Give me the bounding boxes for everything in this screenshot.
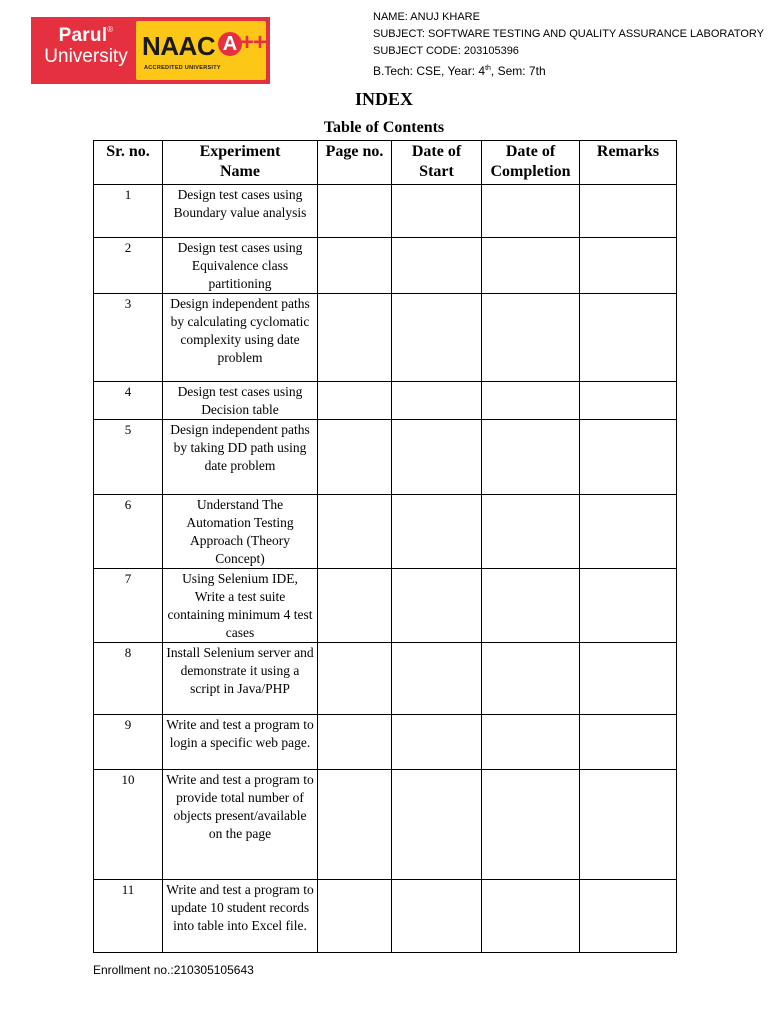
university-logo [31, 17, 270, 84]
remarks-cell [580, 880, 677, 953]
sr-cell: 6 [94, 495, 163, 569]
student-name: NAME: ANUJ KHARE [373, 11, 480, 23]
date-completion-cell [482, 420, 580, 495]
page-no-cell [318, 643, 392, 715]
experiment-name-cell: Write and test a program to provide total number of objects present/available on the page [163, 770, 318, 880]
table-row [94, 420, 677, 495]
sr-cell: 4 [94, 382, 163, 420]
table-row [94, 643, 677, 715]
sr-cell: 8 [94, 643, 163, 715]
subject-code: SUBJECT CODE: 203105396 [373, 45, 519, 57]
table-header-row [94, 141, 677, 185]
sr-cell: 1 [94, 185, 163, 238]
date-start-cell [392, 770, 482, 880]
page-no-cell [318, 495, 392, 569]
page-no-cell [318, 880, 392, 953]
experiment-name-cell: Understand The Automation Testing Approach (Theory Concept) [163, 495, 318, 569]
experiment-name-cell: Design independent paths by calculating cyclomatic complexity using date problem [163, 294, 318, 382]
date-start-cell [392, 715, 482, 770]
page-no-cell [318, 382, 392, 420]
remarks-cell [580, 495, 677, 569]
experiment-name-cell: Write and test a program to login a specific web page. [163, 715, 318, 770]
col-header-sr: Sr. no. [94, 141, 163, 185]
date-completion-cell [482, 238, 580, 294]
experiment-name-cell: Design test cases using Equivalence class partitioning [163, 238, 318, 294]
page-no-cell [318, 770, 392, 880]
sr-cell: 10 [94, 770, 163, 880]
naac-grade-circle: A [218, 32, 242, 56]
parul-university-wordmark: Parul® University [44, 25, 128, 67]
experiment-name-cell: Design test cases using Boundary value analysis [163, 185, 318, 238]
table-title: Table of Contents [323, 119, 445, 136]
page-no-cell [318, 238, 392, 294]
index-table [93, 140, 677, 953]
date-completion-cell [482, 770, 580, 880]
date-start-cell [392, 495, 482, 569]
date-completion-cell [482, 715, 580, 770]
date-completion-cell [482, 569, 580, 643]
remarks-cell [580, 294, 677, 382]
date-completion-cell [482, 880, 580, 953]
naac-badge: NAAC A ++ ACCREDITED UNIVERSITY [136, 21, 266, 80]
date-start-cell [392, 569, 482, 643]
program-info: B.Tech: CSE, Year: 4th, Sem: 7th [373, 64, 546, 78]
date-completion-cell [482, 294, 580, 382]
remarks-cell [580, 185, 677, 238]
remarks-cell [580, 238, 677, 294]
page-title: INDEX [354, 89, 413, 109]
date-start-cell [392, 420, 482, 495]
experiment-name-cell: Design independent paths by taking DD path using date problem [163, 420, 318, 495]
table-row [94, 715, 677, 770]
table-row [94, 238, 677, 294]
table-row [94, 569, 677, 643]
date-completion-cell [482, 382, 580, 420]
experiment-name-cell: Install Selenium server and demonstrate it using a script in Java/PHP [163, 643, 318, 715]
page-no-cell [318, 420, 392, 495]
col-header-start: Date of Start [392, 141, 482, 185]
page-no-cell [318, 715, 392, 770]
date-start-cell [392, 880, 482, 953]
sr-cell: 3 [94, 294, 163, 382]
page-no-cell [318, 185, 392, 238]
experiment-name-cell: Using Selenium IDE, Write a test suite containing minimum 4 test cases [163, 569, 318, 643]
date-completion-cell [482, 185, 580, 238]
subject-name: SUBJECT: SOFTWARE TESTING AND QUALITY ASSURANCE LABORATORY [373, 28, 764, 40]
remarks-cell [580, 569, 677, 643]
col-header-page: Page no. [318, 141, 392, 185]
student-info [373, 9, 764, 80]
experiment-name-cell: Write and test a program to update 10 student records into table into Excel file. [163, 880, 318, 953]
remarks-cell [580, 643, 677, 715]
enrollment-number: Enrollment no.:210305105643 [93, 963, 254, 977]
col-header-remarks: Remarks [580, 141, 677, 185]
page-no-cell [318, 294, 392, 382]
table-row [94, 185, 677, 238]
date-start-cell [392, 643, 482, 715]
date-start-cell [392, 185, 482, 238]
sr-cell: 5 [94, 420, 163, 495]
sr-cell: 2 [94, 238, 163, 294]
table-row [94, 382, 677, 420]
sr-cell: 9 [94, 715, 163, 770]
col-header-experiment: Experiment Name [163, 141, 318, 185]
date-start-cell [392, 294, 482, 382]
table-row [94, 880, 677, 953]
page-no-cell [318, 569, 392, 643]
date-completion-cell [482, 495, 580, 569]
experiment-name-cell: Design test cases using Decision table [163, 382, 318, 420]
remarks-cell [580, 715, 677, 770]
table-row [94, 495, 677, 569]
remarks-cell [580, 770, 677, 880]
table-row [94, 770, 677, 880]
remarks-cell [580, 420, 677, 495]
remarks-cell [580, 382, 677, 420]
sr-cell: 11 [94, 880, 163, 953]
sr-cell: 7 [94, 569, 163, 643]
table-row [94, 294, 677, 382]
date-completion-cell [482, 643, 580, 715]
date-start-cell [392, 238, 482, 294]
date-start-cell [392, 382, 482, 420]
col-header-completion: Date of Completion [482, 141, 580, 185]
